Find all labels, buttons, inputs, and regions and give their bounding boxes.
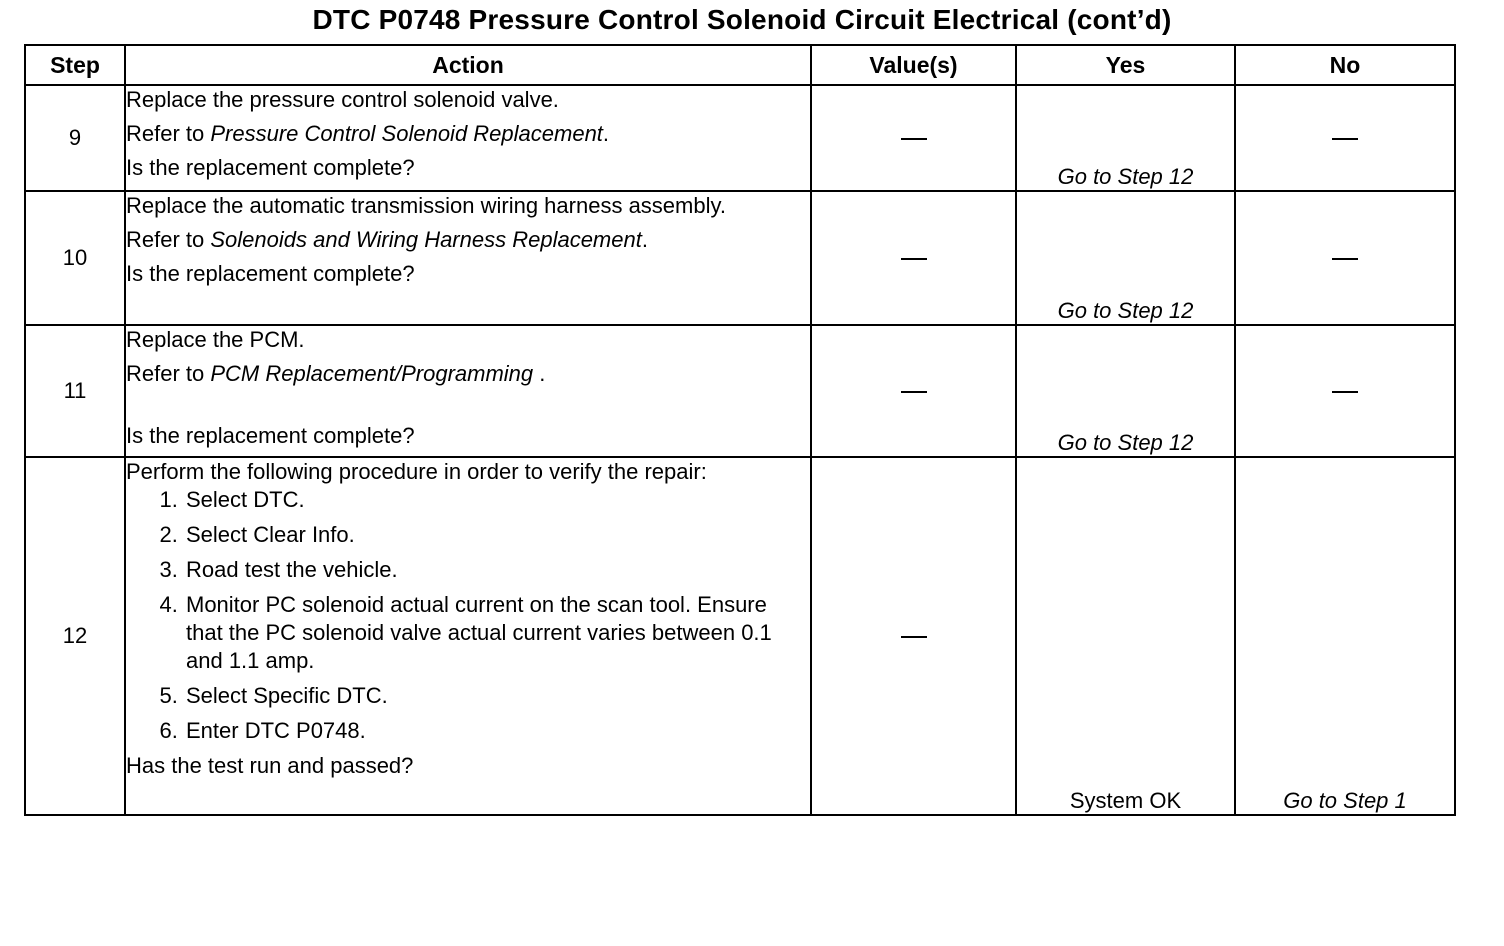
table-row <box>25 191 1455 325</box>
dash-mark <box>901 636 927 638</box>
header-values: Value(s) <box>811 45 1016 85</box>
dash-mark <box>901 391 927 393</box>
action-cell <box>125 457 811 815</box>
no-cell <box>1235 457 1455 815</box>
list-item: 2. Select Clear Info. <box>184 521 810 549</box>
value-cell <box>811 325 1016 457</box>
action-question: Has the test run and passed? <box>126 753 414 778</box>
no-cell <box>1235 191 1455 325</box>
yes-goto-link[interactable]: Go to Step 12 <box>1057 430 1194 455</box>
list-item: 6. Enter DTC P0748. <box>184 717 810 745</box>
step-number: 11 <box>25 325 125 457</box>
header-row <box>25 45 1455 85</box>
yes-cell <box>1016 457 1235 815</box>
list-item: 4. Monitor PC solenoid actual current on the scan tool. Ensure that the PC solenoid valve actual current varies between 0.1 and 1.1 amp. <box>184 591 776 675</box>
reference-link[interactable]: Solenoids and Wiring Harness Replacement <box>210 227 642 252</box>
header-yes: Yes <box>1016 45 1235 85</box>
no-cell <box>1235 325 1455 457</box>
action-instruction: Replace the automatic transmission wiring harness assembly. <box>126 193 726 218</box>
action-question: Is the replacement complete? <box>126 261 415 286</box>
dash-mark <box>901 138 927 140</box>
table-row <box>25 325 1455 457</box>
reference-link[interactable]: Pressure Control Solenoid Replacement <box>210 121 603 146</box>
action-cell <box>125 191 811 325</box>
no-cell <box>1235 85 1455 191</box>
action-instruction: Replace the PCM. <box>126 327 305 352</box>
diagnostic-table <box>24 44 1456 816</box>
action-reference: Refer to PCM Replacement/Programming . <box>126 361 546 386</box>
action-question: Is the replacement complete? <box>126 423 415 448</box>
value-cell <box>811 85 1016 191</box>
yes-goto-link[interactable]: Go to Step 12 <box>1057 298 1194 323</box>
no-goto-link[interactable]: Go to Step 1 <box>1283 788 1407 813</box>
table-row <box>25 457 1455 815</box>
action-instruction: Perform the following procedure in order to verify the repair: <box>126 459 707 484</box>
list-item: 1. Select DTC. <box>184 486 810 514</box>
dash-mark <box>1332 138 1358 140</box>
yes-result: System OK <box>1069 788 1182 813</box>
action-question: Is the replacement complete? <box>126 155 415 180</box>
value-cell <box>811 191 1016 325</box>
list-item: 3. Road test the vehicle. <box>184 556 810 584</box>
yes-goto-link[interactable]: Go to Step 12 <box>1057 164 1194 189</box>
header-action: Action <box>125 45 811 85</box>
procedure-list <box>126 486 810 745</box>
step-number: 9 <box>25 85 125 191</box>
header-step: Step <box>25 45 125 85</box>
header-no: No <box>1235 45 1455 85</box>
dash-mark <box>1332 391 1358 393</box>
yes-cell <box>1016 85 1235 191</box>
action-reference: Refer to Solenoids and Wiring Harness Replacement. <box>126 227 648 252</box>
value-cell <box>811 457 1016 815</box>
list-item: 5. Select Specific DTC. <box>184 682 810 710</box>
table-row <box>25 85 1455 191</box>
dash-mark <box>1332 258 1358 260</box>
yes-cell <box>1016 191 1235 325</box>
action-cell <box>125 85 811 191</box>
action-instruction: Replace the pressure control solenoid valve. <box>126 87 559 112</box>
yes-cell <box>1016 325 1235 457</box>
action-cell <box>125 325 811 457</box>
reference-link[interactable]: PCM Replacement/Programming <box>210 361 534 386</box>
action-reference: Refer to Pressure Control Solenoid Replacement. <box>126 121 610 146</box>
dash-mark <box>901 258 927 260</box>
step-number: 10 <box>25 191 125 325</box>
page-title: DTC P0748 Pressure Control Solenoid Circuit Electrical (cont’d) <box>312 4 1172 35</box>
step-number: 12 <box>25 457 125 815</box>
